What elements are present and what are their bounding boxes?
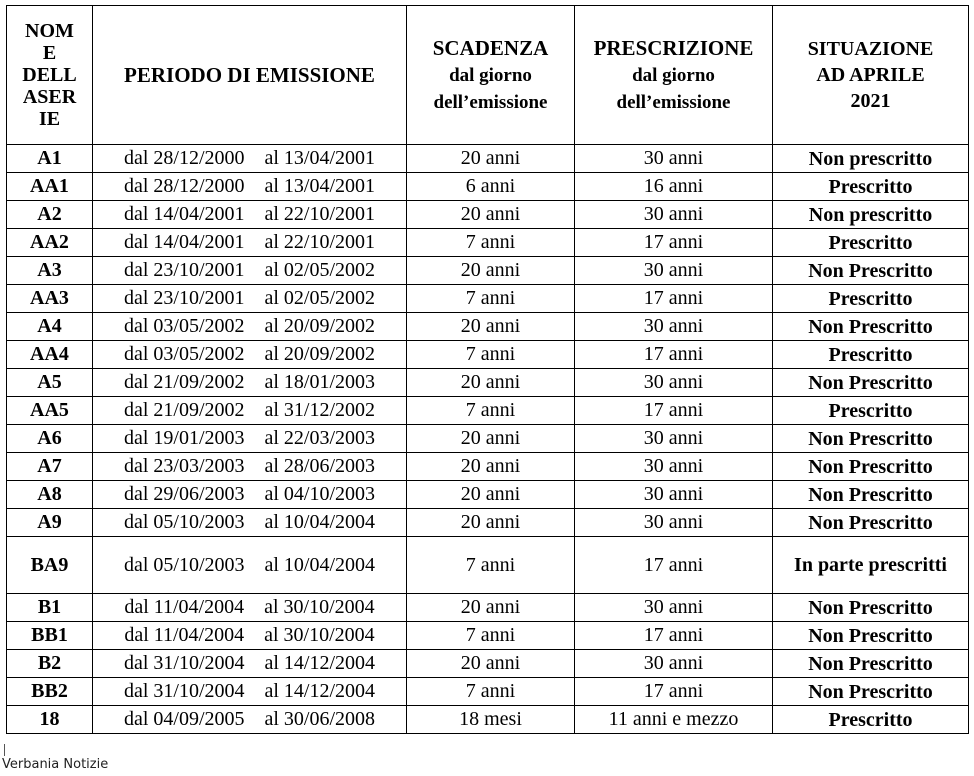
- status-cell: Prescritto: [773, 229, 969, 257]
- expiry-cell: 6 anni: [407, 173, 575, 201]
- emission-period-cell: dal 04/09/2005 al 30/06/2008: [93, 706, 407, 734]
- table-row: [7, 481, 969, 509]
- serie-name-cell: 18: [7, 706, 93, 734]
- header-scadenza: [407, 6, 575, 145]
- header-scadenza-sub2: dell’emissione: [433, 91, 548, 113]
- emission-period-cell: dal 05/10/2003 al 10/04/2004: [93, 537, 407, 594]
- emission-period-cell: dal 03/05/2002 al 20/09/2002: [93, 341, 407, 369]
- status-cell: Prescritto: [773, 706, 969, 734]
- table-header-row: [7, 6, 969, 145]
- prescription-cell: 17 anni: [575, 397, 773, 425]
- table-row: [7, 509, 969, 537]
- emission-period-cell: dal 14/04/2001 al 22/10/2001: [93, 229, 407, 257]
- prescription-cell: 17 anni: [575, 678, 773, 706]
- serie-name-cell: AA2: [7, 229, 93, 257]
- status-cell: Prescritto: [773, 341, 969, 369]
- header-nome-line: IE: [38, 108, 61, 130]
- serie-name-cell: A1: [7, 145, 93, 173]
- table-row: [7, 341, 969, 369]
- expiry-cell: 20 anni: [407, 313, 575, 341]
- table-row: [7, 257, 969, 285]
- prescription-cell: 17 anni: [575, 341, 773, 369]
- serie-name-cell: AA4: [7, 341, 93, 369]
- prescription-cell: 30 anni: [575, 369, 773, 397]
- emission-period-cell: dal 21/09/2002 al 18/01/2003: [93, 369, 407, 397]
- prescription-cell: 16 anni: [575, 173, 773, 201]
- status-cell: Non Prescritto: [773, 509, 969, 537]
- header-prescrizione: [575, 6, 773, 145]
- status-cell: Non Prescritto: [773, 481, 969, 509]
- serie-name-cell: A8: [7, 481, 93, 509]
- serie-name-cell: BA9: [7, 537, 93, 594]
- expiry-cell: 7 anni: [407, 678, 575, 706]
- header-nome-line: DELL: [22, 64, 77, 86]
- expiry-cell: 7 anni: [407, 537, 575, 594]
- expiry-cell: 20 anni: [407, 145, 575, 173]
- serie-name-cell: A3: [7, 257, 93, 285]
- expiry-cell: 7 anni: [407, 229, 575, 257]
- serie-name-cell: A6: [7, 425, 93, 453]
- status-cell: Non Prescritto: [773, 453, 969, 481]
- header-periodo: [93, 6, 407, 145]
- emission-period-cell: dal 28/12/2000 al 13/04/2001: [93, 173, 407, 201]
- prescription-cell: 17 anni: [575, 285, 773, 313]
- serie-name-cell: BB2: [7, 678, 93, 706]
- status-cell: In parte prescritti: [773, 537, 969, 594]
- expiry-cell: 20 anni: [407, 425, 575, 453]
- expiry-cell: 20 anni: [407, 453, 575, 481]
- expiry-cell: 20 anni: [407, 369, 575, 397]
- emission-period-cell: dal 19/01/2003 al 22/03/2003: [93, 425, 407, 453]
- expiry-cell: 18 mesi: [407, 706, 575, 734]
- table-row: [7, 201, 969, 229]
- serie-name-cell: A2: [7, 201, 93, 229]
- status-cell: Prescritto: [773, 173, 969, 201]
- table-row: [7, 369, 969, 397]
- header-periodo-label: PERIODO DI EMISSIONE: [124, 62, 375, 87]
- header-situazione-line: AD APRILE: [816, 64, 925, 86]
- table-body: [7, 145, 969, 734]
- expiry-cell: 20 anni: [407, 201, 575, 229]
- emission-period-cell: dal 05/10/2003 al 10/04/2004: [93, 509, 407, 537]
- table-row: [7, 678, 969, 706]
- serie-name-cell: AA5: [7, 397, 93, 425]
- table-row: [7, 285, 969, 313]
- prescription-cell: 30 anni: [575, 453, 773, 481]
- divider: [4, 744, 5, 756]
- header-scadenza-sub1: dal giorno: [449, 64, 532, 86]
- prescription-cell: 30 anni: [575, 509, 773, 537]
- serie-name-cell: A9: [7, 509, 93, 537]
- emission-period-cell: dal 11/04/2004 al 30/10/2004: [93, 594, 407, 622]
- status-cell: Non Prescritto: [773, 678, 969, 706]
- status-cell: Non prescritto: [773, 201, 969, 229]
- serie-name-cell: A7: [7, 453, 93, 481]
- table-row: [7, 650, 969, 678]
- prescription-cell: 30 anni: [575, 425, 773, 453]
- table-row: [7, 425, 969, 453]
- serie-name-cell: A5: [7, 369, 93, 397]
- prescription-cell: 30 anni: [575, 257, 773, 285]
- header-nome-line: NOM: [25, 20, 74, 42]
- status-cell: Non Prescritto: [773, 650, 969, 678]
- emission-period-cell: dal 31/10/2004 al 14/12/2004: [93, 650, 407, 678]
- expiry-cell: 20 anni: [407, 257, 575, 285]
- status-cell: Non prescritto: [773, 145, 969, 173]
- emission-period-cell: dal 11/04/2004 al 30/10/2004: [93, 622, 407, 650]
- emission-period-cell: dal 14/04/2001 al 22/10/2001: [93, 201, 407, 229]
- expiry-cell: 20 anni: [407, 481, 575, 509]
- table-row: [7, 594, 969, 622]
- emission-period-cell: dal 31/10/2004 al 14/12/2004: [93, 678, 407, 706]
- table-row: [7, 145, 969, 173]
- header-prescrizione-sub1: dal giorno: [632, 64, 715, 86]
- status-cell: Non Prescritto: [773, 594, 969, 622]
- header-nome-line: E: [42, 42, 57, 64]
- expiry-cell: 20 anni: [407, 594, 575, 622]
- emission-period-cell: dal 21/09/2002 al 31/12/2002: [93, 397, 407, 425]
- emission-period-cell: dal 29/06/2003 al 04/10/2003: [93, 481, 407, 509]
- prescription-cell: 30 anni: [575, 313, 773, 341]
- table-row: [7, 453, 969, 481]
- prescription-cell: 30 anni: [575, 481, 773, 509]
- emission-period-cell: dal 28/12/2000 al 13/04/2001: [93, 145, 407, 173]
- status-cell: Prescritto: [773, 285, 969, 313]
- prescription-cell: 17 anni: [575, 537, 773, 594]
- header-situazione-line: 2021: [850, 90, 891, 112]
- prescription-cell: 30 anni: [575, 650, 773, 678]
- emission-period-cell: dal 23/10/2001 al 02/05/2002: [93, 285, 407, 313]
- header-nome-line: ASER: [22, 86, 77, 108]
- status-cell: Non Prescritto: [773, 257, 969, 285]
- serie-name-cell: A4: [7, 313, 93, 341]
- serie-name-cell: B2: [7, 650, 93, 678]
- expiry-cell: 7 anni: [407, 285, 575, 313]
- prescription-cell: 30 anni: [575, 201, 773, 229]
- expiry-cell: 7 anni: [407, 397, 575, 425]
- table-row: [7, 313, 969, 341]
- status-cell: Non Prescritto: [773, 425, 969, 453]
- prescription-cell: 30 anni: [575, 145, 773, 173]
- table-row: [7, 706, 969, 734]
- table-row: [7, 229, 969, 257]
- expiry-cell: 20 anni: [407, 650, 575, 678]
- header-situazione: [773, 6, 969, 145]
- expiry-cell: 7 anni: [407, 341, 575, 369]
- header-prescrizione-sub2: dell’emissione: [616, 91, 731, 113]
- source-credit: Verbania Notizie: [2, 757, 109, 772]
- header-nome: [7, 6, 93, 145]
- expiry-cell: 7 anni: [407, 622, 575, 650]
- prescription-cell: 17 anni: [575, 229, 773, 257]
- expiry-cell: 20 anni: [407, 509, 575, 537]
- emission-period-cell: dal 03/05/2002 al 20/09/2002: [93, 313, 407, 341]
- table-row: [7, 397, 969, 425]
- serie-name-cell: AA3: [7, 285, 93, 313]
- table-row: [7, 173, 969, 201]
- prescription-cell: 30 anni: [575, 594, 773, 622]
- header-prescrizione-title: PRESCRIZIONE: [593, 35, 754, 60]
- emission-period-cell: dal 23/03/2003 al 28/06/2003: [93, 453, 407, 481]
- header-scadenza-title: SCADENZA: [432, 35, 549, 60]
- serie-name-cell: B1: [7, 594, 93, 622]
- status-cell: Prescritto: [773, 397, 969, 425]
- header-situazione-line: SITUAZIONE: [807, 38, 934, 60]
- bonds-table: [6, 5, 969, 734]
- prescription-cell: 11 anni e mezzo: [575, 706, 773, 734]
- status-cell: Non Prescritto: [773, 622, 969, 650]
- serie-name-cell: AA1: [7, 173, 93, 201]
- prescription-cell: 17 anni: [575, 622, 773, 650]
- table-row: [7, 537, 969, 594]
- table-row: [7, 622, 969, 650]
- status-cell: Non Prescritto: [773, 369, 969, 397]
- serie-name-cell: BB1: [7, 622, 93, 650]
- emission-period-cell: dal 23/10/2001 al 02/05/2002: [93, 257, 407, 285]
- status-cell: Non Prescritto: [773, 313, 969, 341]
